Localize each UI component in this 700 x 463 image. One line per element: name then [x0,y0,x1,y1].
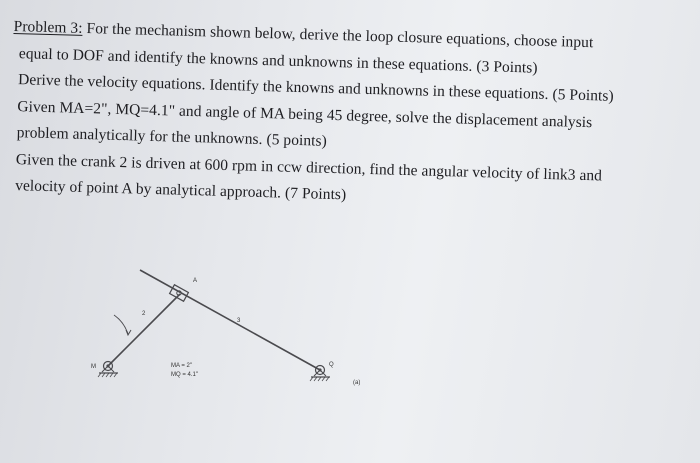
problem-line-4: Given MA=2", MQ=4.1" and angle of MA being 45 degree, solve the displacement analysis [17,97,593,131]
label-point-m: M [91,364,96,370]
given-ma: MA = 2" [171,363,192,369]
given-mq: MQ = 4.1" [171,372,198,378]
rod-link-3 [140,270,320,370]
problem-text-1: For the mechanism shown below, derive the loop closure equations, choose input [86,20,594,52]
problem-line-2: equal to DOF and identify the knowns and unknowns in these equations. (3 Points) [18,44,538,77]
ground-pivot-q-icon [310,366,330,382]
slider-block [170,285,189,302]
ground-pivot-m-icon [98,362,118,378]
label-link-2: 2 [142,311,146,317]
label-link-3: 3 [237,318,241,324]
problem-line-5: problem analytically for the unknowns. (5 points) [16,124,328,150]
problem-line-3: Derive the velocity equations. Identify the knowns and unknowns in these equations. (5 Points) [17,71,614,105]
label-point-q: Q [329,362,334,368]
crank-link-2 [108,294,180,366]
problem-line-7: velocity of point A by analytical approach. (7 Points) [14,177,347,204]
problem-line-6: Given the crank 2 is driven at 600 rpm in ccw direction, find the angular velocity of link3 and [15,150,603,184]
problem-heading: Problem 3: [13,17,83,37]
label-point-a: A [193,278,198,284]
input-arrow-icon [114,315,131,335]
figure-caption: (a) [353,380,361,386]
